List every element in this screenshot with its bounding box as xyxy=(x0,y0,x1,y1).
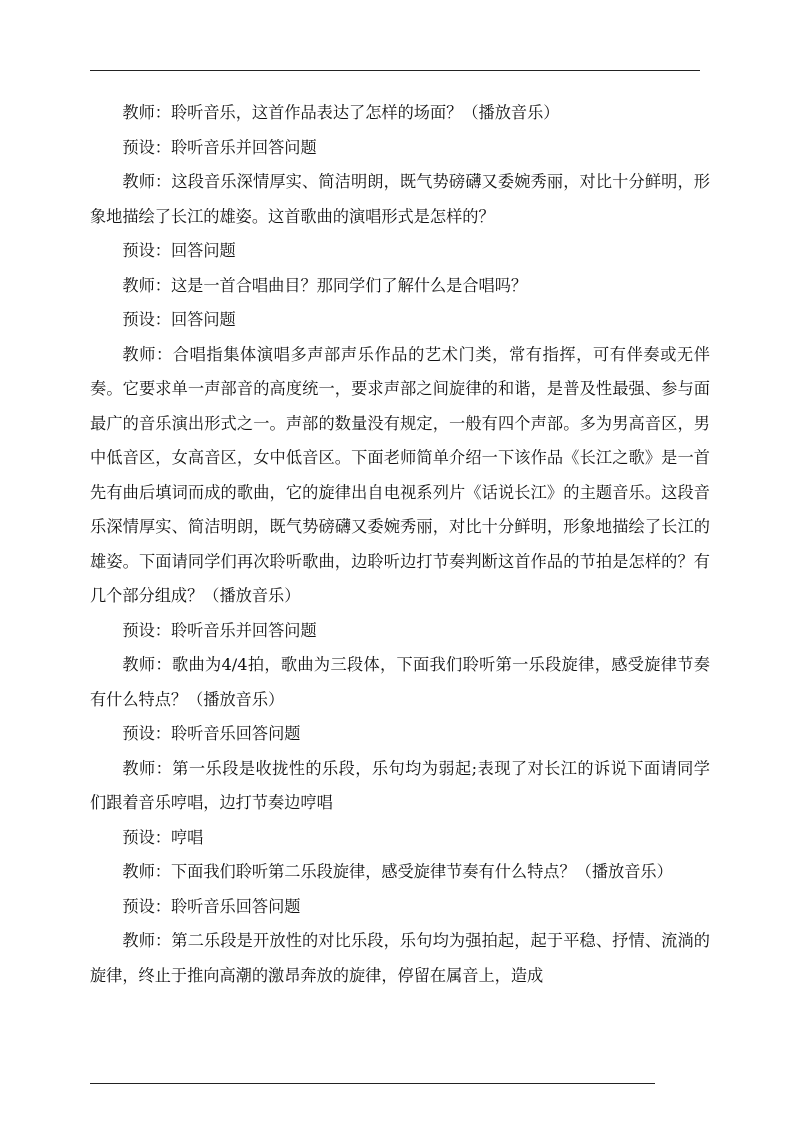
preset-paragraph: 预设：聆听音乐并回答问题 xyxy=(122,137,317,157)
header-rule xyxy=(90,70,700,71)
footer-rule xyxy=(90,1083,655,1084)
teacher-paragraph: 教师：这段音乐深情厚实、简洁明朗，既气势磅礴又委婉秀丽，对比十分鲜明，形象地描绘了长江的雄姿。这首歌曲的演唱形式是怎样的？ xyxy=(90,172,710,226)
document-body xyxy=(90,96,710,993)
preset-paragraph: 预设：聆听音乐回答问题 xyxy=(122,896,301,916)
teacher-paragraph: 教师：下面我们聆听第二乐段旋律，感受旋律节奏有什么特点？（播放音乐） xyxy=(122,862,673,881)
teacher-paragraph: 教师：聆听音乐，这首作品表达了怎样的场面？（播放音乐） xyxy=(122,103,560,122)
preset-paragraph: 预设：聆听音乐回答问题 xyxy=(122,724,301,743)
teacher-paragraph: 教师：合唱指集体演唱多声部声乐作品的艺术门类，常有指挥，可有伴奏或无伴奏。它要求单一声部音的高度统一，要求声部之间旋律的和谐，是普及性最强、参与面最广的音乐演出形式之一。声部的数量没有规定，一般有四个声部。多为男高音区，男中低音区，女高音区，女中低音区。下面老师简单介绍一下该作品《长江之歌》是一首先有曲后填词而成的歌曲，它的旋律出自电视系列片《话说长江》的主题音乐。这段音乐深情厚实、简洁明朗，既气势磅礴又委婉秀丽，对比十分鲜明，形象地描绘了长江的雄姿。下面请同学们再次聆听歌曲，边聆听边打节奏判断这首作品的节拍是怎样的？有几个部分组成？（播放音乐） xyxy=(90,344,710,605)
teacher-paragraph: 教师：这是一首合唱曲目？那同学们了解什么是合唱吗？ xyxy=(122,275,528,295)
preset-paragraph: 预设：聆听音乐并回答问题 xyxy=(122,620,317,640)
preset-paragraph: 预设：哼唱 xyxy=(122,827,204,847)
preset-paragraph: 预设：回答问题 xyxy=(122,310,236,329)
teacher-paragraph: 教师：歌曲为4/4拍，歌曲为三段体，下面我们聆听第一乐段旋律，感受旋律节奏有什么特点？（播放音乐） xyxy=(90,655,710,709)
teacher-paragraph: 教师：第二乐段是开放性的对比乐段，乐句均为强拍起，起于平稳、抒情、流淌的旋律，终止于推向高潮的激昂奔放的旋律，停留在属音上，造成 xyxy=(90,931,710,985)
preset-paragraph: 预设：回答问题 xyxy=(122,241,236,260)
teacher-paragraph: 教师：第一乐段是收拢性的乐段，乐句均为弱起;表现了对长江的诉说下面请同学们跟着音乐哼唱，边打节奏边哼唱 xyxy=(90,758,710,812)
